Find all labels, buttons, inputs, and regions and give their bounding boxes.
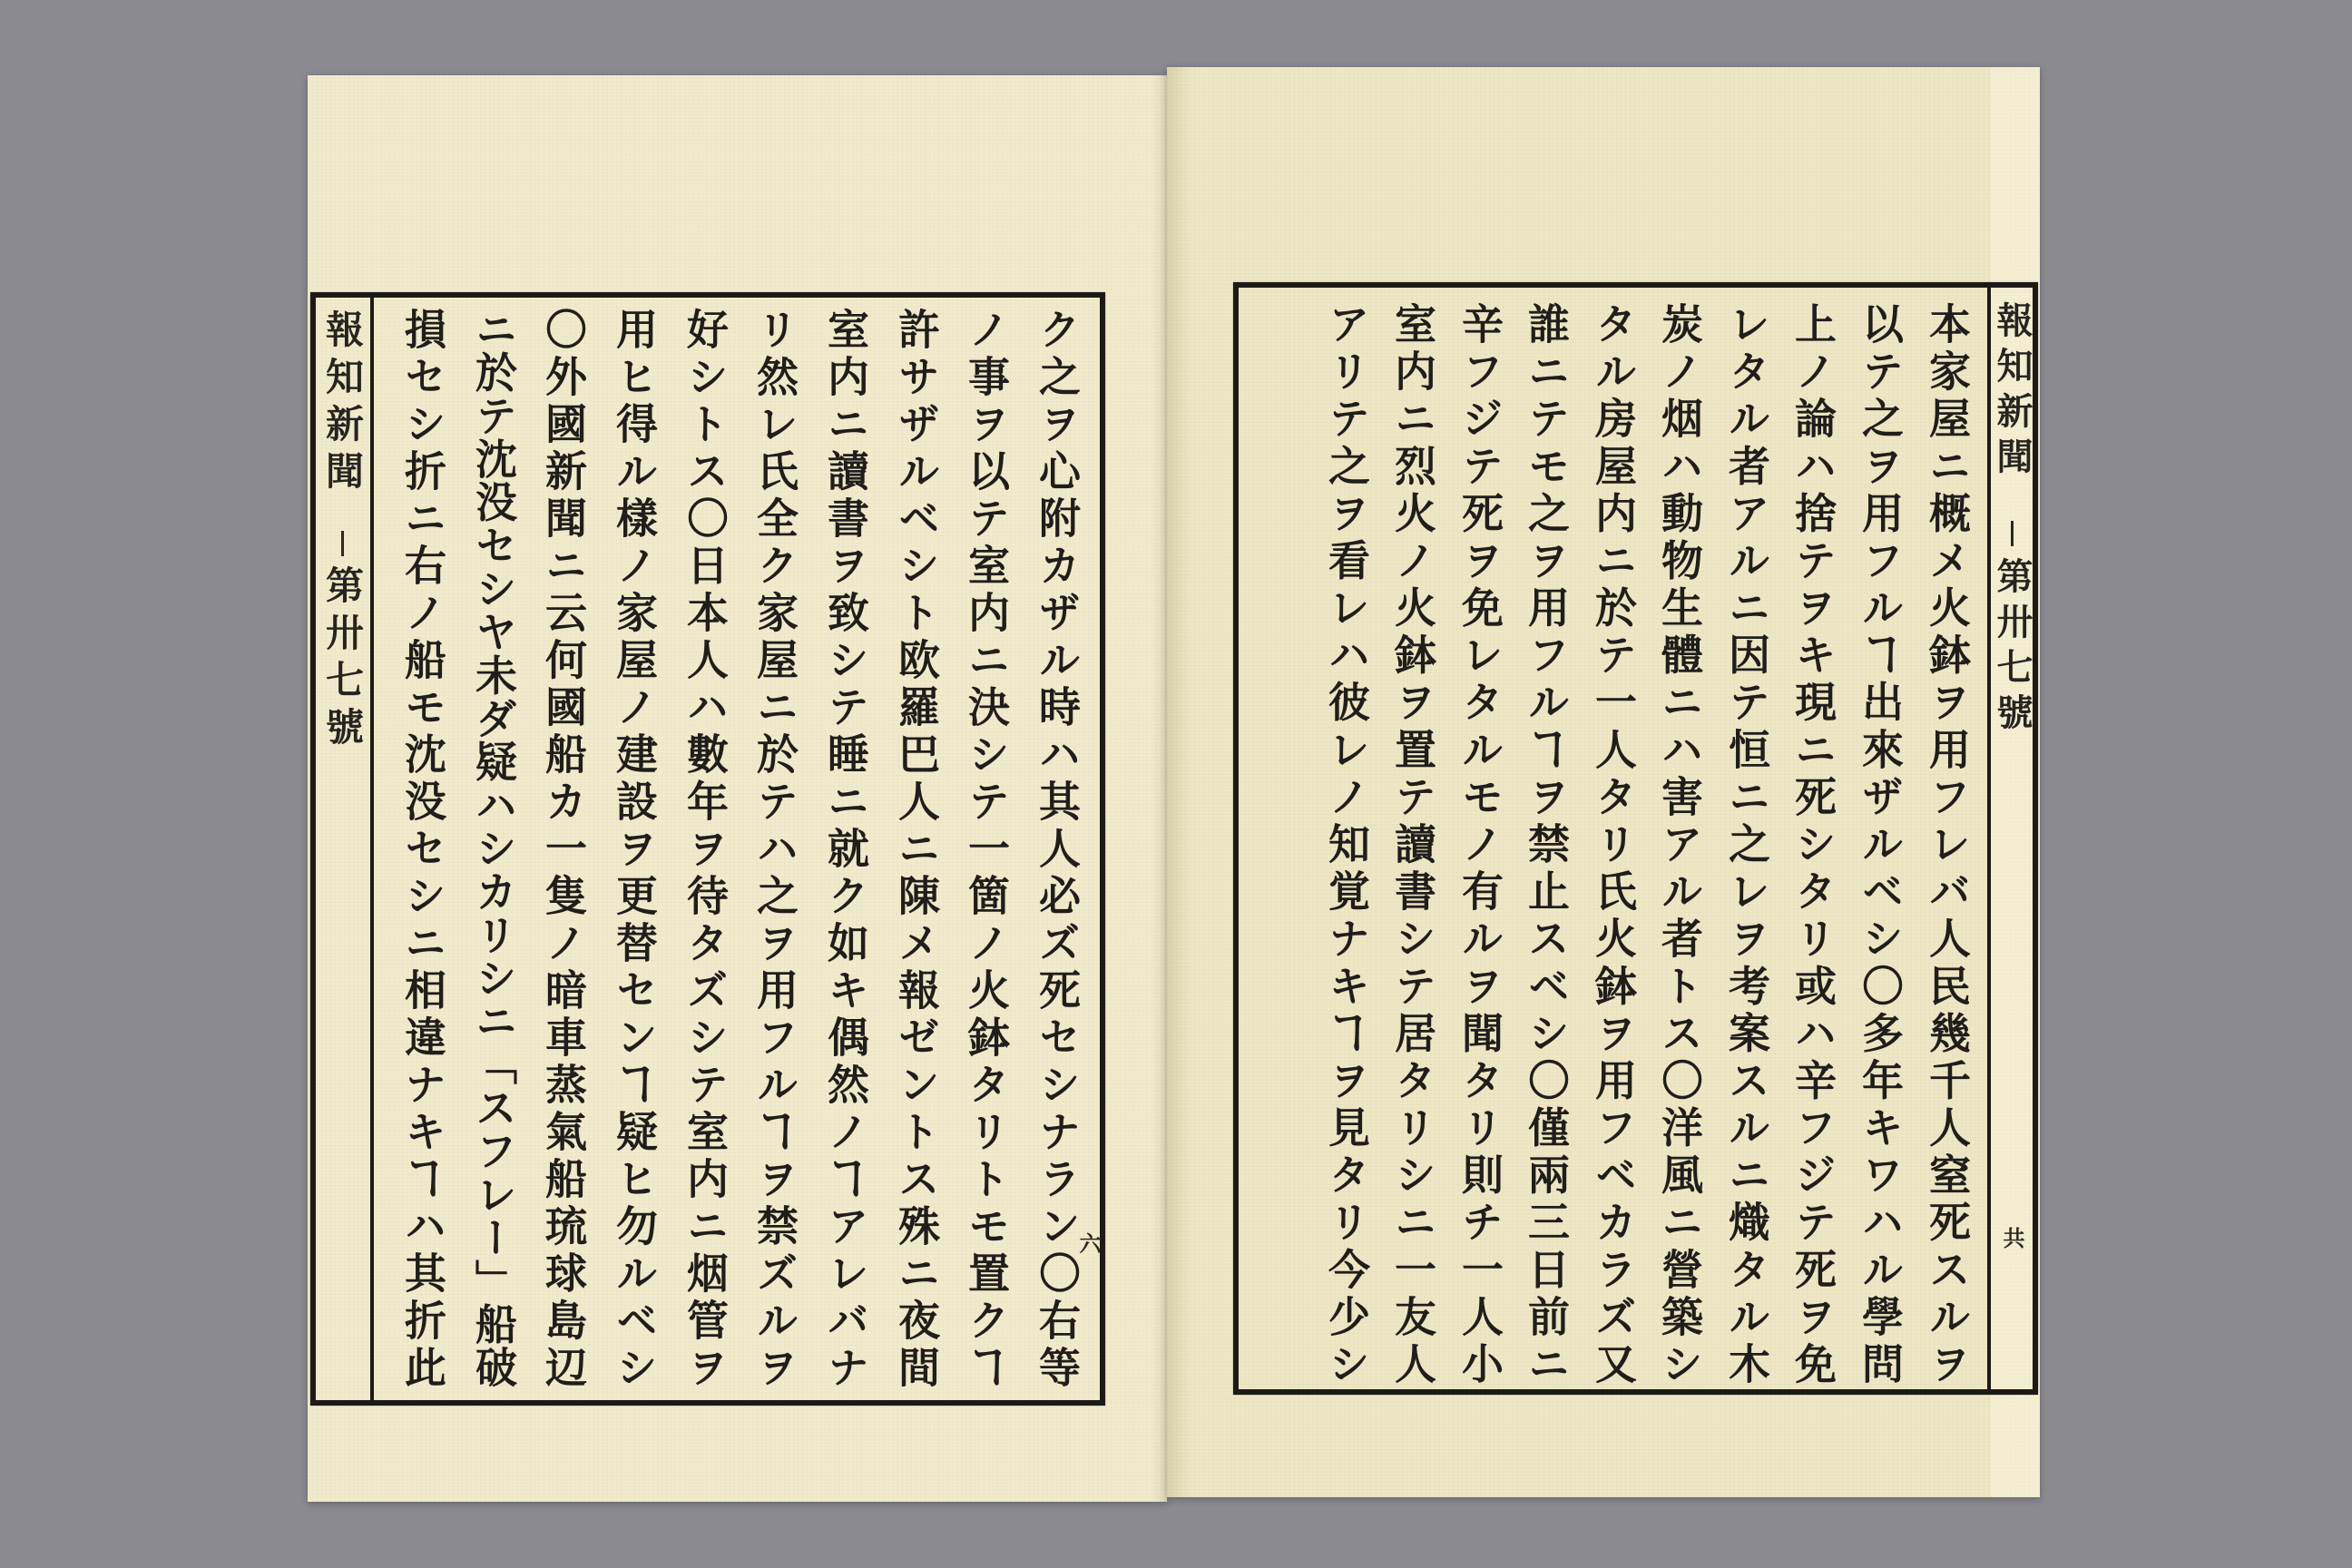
right-header-issue: 第卅七號 — [1991, 557, 2034, 739]
right-page-number: 共 — [1999, 1227, 2025, 1249]
text-column: 好シトス〇日本人ハ數年ヲ待タズシテ室内ニ烟管ヲ — [681, 308, 730, 1387]
text-column: 許サザルベシト欧羅巴人ニ陳メ報ゼントス殊ニ夜間 — [892, 308, 941, 1387]
left-header-title: 報知新聞 — [320, 309, 365, 498]
text-column: 上ノ論ハ捨テヲキ現ニ死シタリ或ハ辛フジテ死ヲ免 — [1788, 302, 1838, 1384]
text-column: アリテ之ヲ看レハ彼レノ知覚ナキヿヲ見タリ今少シ — [1322, 302, 1371, 1384]
gutter-shadow-right — [1167, 67, 1191, 1497]
left-header-divider — [341, 531, 344, 556]
left-page-number: 六 — [1075, 1232, 1102, 1254]
text-column: リ然レ氏全ク家屋ニ於テハ之ヲ用フルヿヲ禁ズルヲ — [750, 308, 799, 1387]
left-header-separator — [370, 292, 374, 1406]
text-column: ノ事ヲ以テ室内ニ決シテ一箇ノ火鉢タリトモ置クヿ — [962, 308, 1011, 1387]
text-column: ニ於テ沈没セシヤ未ダ疑ハシカリシニ「スフレー」船破 — [469, 308, 518, 1387]
left-header-issue: 第卅七號 — [320, 565, 365, 754]
gutter-shadow-left — [1151, 75, 1167, 1502]
text-column: 本家屋ニ概メ火鉢ヲ用フレバ人民幾千人窒死スルヲ — [1923, 302, 1972, 1384]
right-page — [1167, 67, 2040, 1497]
right-header-title: 報知新聞 — [1991, 301, 2034, 483]
text-column: 用ヒ得ル樣ノ家屋ノ建設ヲ更替センヿ疑ヒ勿ルベシ — [610, 308, 659, 1387]
text-column: 炭ノ烟ハ動物生體ニハ害アル者トス〇洋風ニ營築シ — [1655, 302, 1704, 1384]
right-header-divider — [2011, 521, 2014, 546]
text-column: レタル者アルニ因テ恒ニ之レヲ考案スルニ熾タル木 — [1722, 302, 1771, 1384]
text-column: 誰ニテモ之ヲ用フルヿヲ禁止スベシ〇僅兩三日前ニ — [1522, 302, 1571, 1384]
text-column: ク之ヲ心附カザル時ハ其人必ズ死セシナラン〇右等 — [1033, 308, 1082, 1387]
text-column: 辛フジテ死ヲ免レタルモノ有ルヲ聞タリ則チ一人小 — [1455, 302, 1504, 1384]
text-column: 損セシ折ニ右ノ船モ沈没セシニ相違ナキヿハ其折此 — [398, 308, 447, 1387]
text-column: 室内ニ烈火ノ火鉢ヲ置テ讀書シテ居タリシニ一友人 — [1388, 302, 1437, 1384]
text-column: 以テ之ヲ用フルヿ出來ザルベシ〇多年キワハル學問 — [1856, 302, 1905, 1384]
text-column: 室内ニ讀書ヲ致シテ睡ニ就ク如キ偶然ノヿアレバナ — [821, 308, 870, 1387]
text-column: 〇外國新聞ニ云何國船カ一隻ノ暗車蒸氣船琉球島辺 — [539, 308, 588, 1387]
left-page — [308, 75, 1167, 1502]
text-column: タル房屋内ニ於テ一人タリ氏火鉢ヲ用フベカラズ又 — [1589, 302, 1638, 1384]
